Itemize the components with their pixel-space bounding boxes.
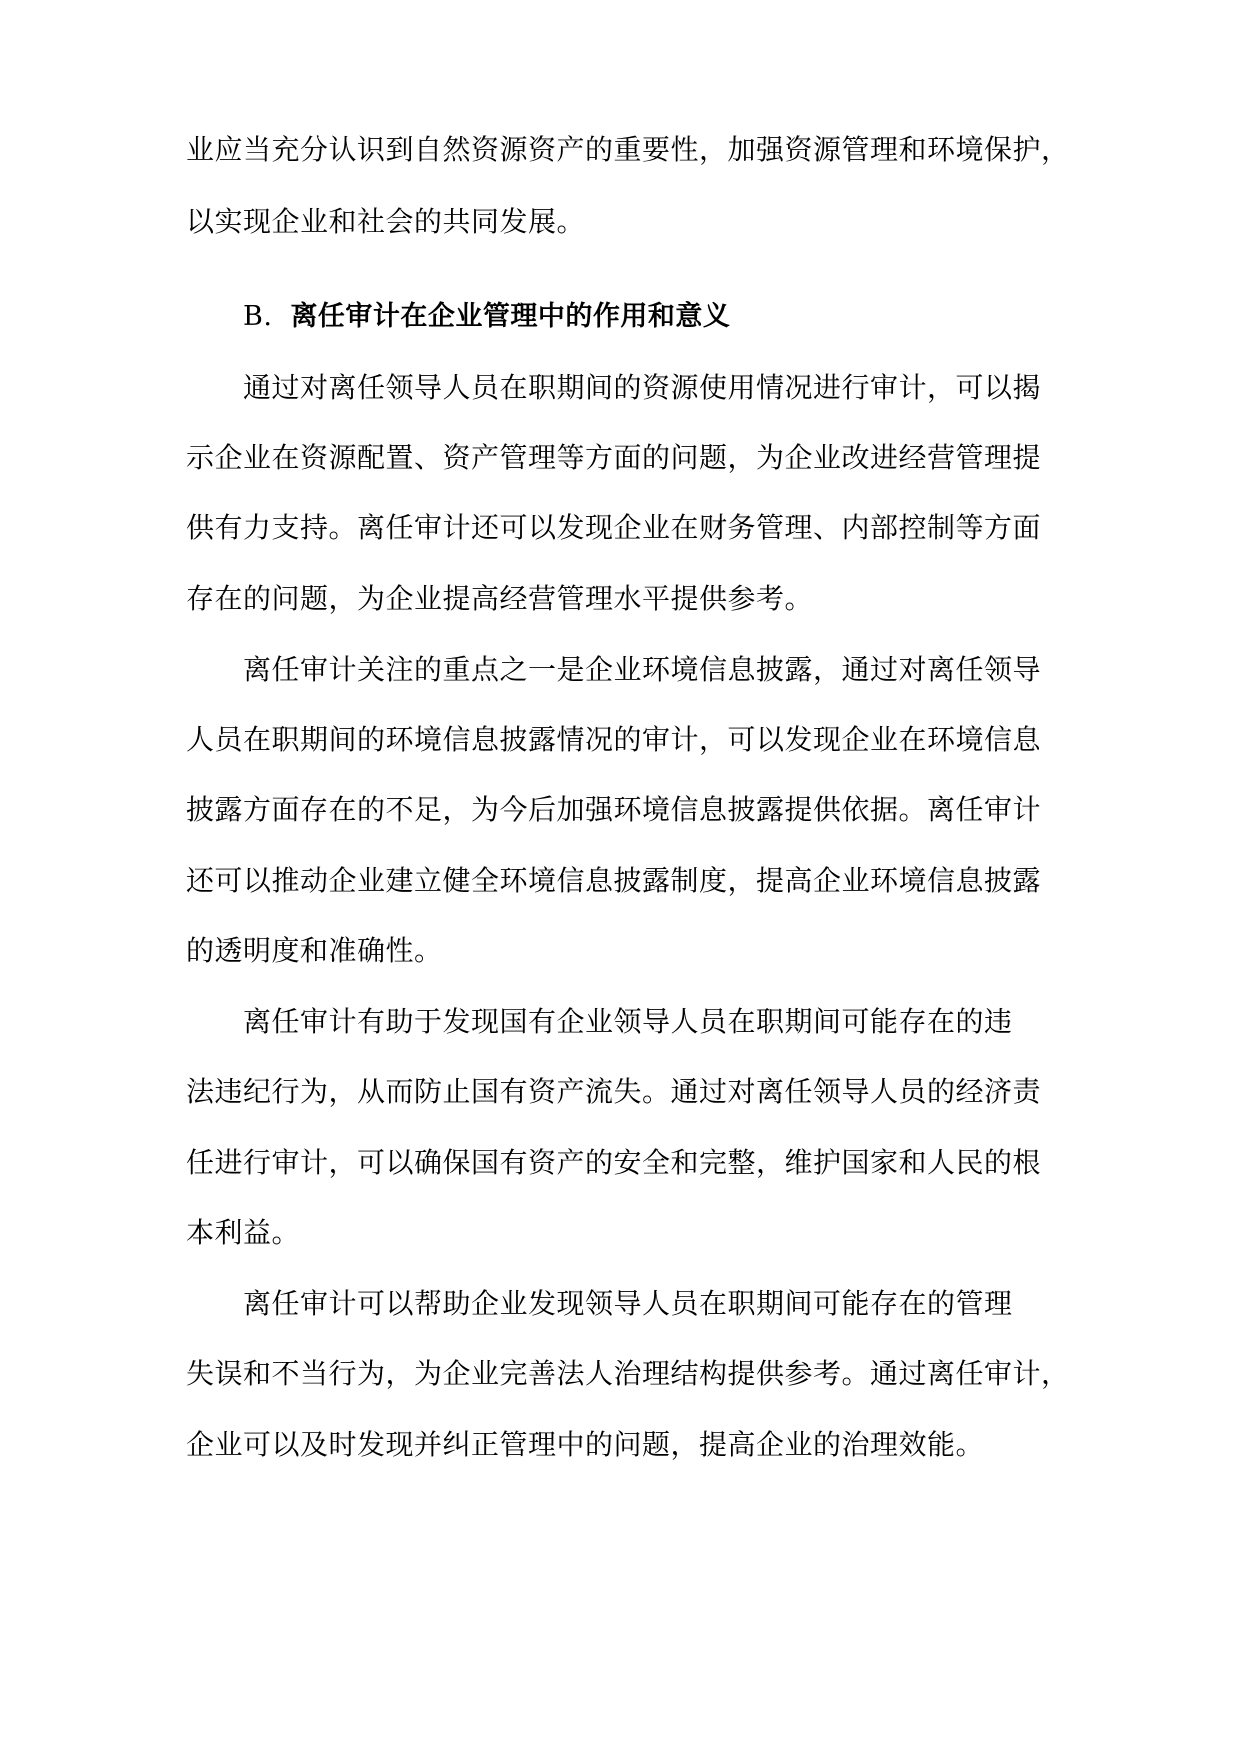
section-heading bbox=[243, 297, 1143, 337]
paragraph-1-line-1: 通过对离任领导人员在职期间的资源使用情况进行审计，可以揭 bbox=[243, 371, 1042, 404]
section-title: 离任审计在企业管理中的作用和意义 bbox=[290, 301, 731, 332]
section-marker: B. bbox=[243, 301, 273, 332]
paragraph-3-line-3: 任进行审计，可以确保国有资产的安全和完整，维护国家和人民的根 bbox=[186, 1146, 1042, 1179]
paragraph-2-line-2: 人员在职期间的环境信息披露情况的审计，可以发现企业在环境信息 bbox=[186, 723, 1042, 756]
paragraph-3-line-1: 离任审计有助于发现国有企业领导人员在职期间可能存在的违 bbox=[243, 1005, 1013, 1038]
paragraph-2-line-4: 还可以推动企业建立健全环境信息披露制度，提高企业环境信息披露 bbox=[186, 864, 1042, 897]
paragraph-1-line-3: 供有力支持。离任审计还可以发现企业在财务管理、内部控制等方面 bbox=[186, 511, 1042, 544]
paragraph-3-line-2: 法违纪行为，从而防止国有资产流失。通过对离任领导人员的经济责 bbox=[186, 1075, 1042, 1108]
paragraph-2-line-5: 的透明度和准确性。 bbox=[186, 934, 443, 967]
paragraph-4-line-1: 离任审计可以帮助企业发现领导人员在职期间可能存在的管理 bbox=[243, 1287, 1013, 1320]
intro-line-1: 业应当充分认识到自然资源资产的重要性，加强资源管理和环境保护， bbox=[186, 133, 1070, 166]
paragraph-2-line-1: 离任审计关注的重点之一是企业环境信息披露，通过对离任领导 bbox=[243, 653, 1042, 686]
paragraph-1-line-2: 示企业在资源配置、资产管理等方面的问题，为企业改进经营管理提 bbox=[186, 441, 1042, 474]
paragraph-4-line-3: 企业可以及时发现并纠正管理中的问题，提高企业的治理效能。 bbox=[186, 1428, 985, 1461]
paragraph-2-line-3: 披露方面存在的不足，为今后加强环境信息披露提供依据。离任审计 bbox=[186, 793, 1042, 826]
paragraph-4-line-2: 失误和不当行为，为企业完善法人治理结构提供参考。通过离任审计， bbox=[186, 1357, 1070, 1390]
paragraph-1-line-4: 存在的问题，为企业提高经营管理水平提供参考。 bbox=[186, 582, 814, 615]
paragraph-3-line-4: 本利益。 bbox=[186, 1216, 301, 1249]
intro-line-2: 以实现企业和社会的共同发展。 bbox=[186, 205, 586, 238]
